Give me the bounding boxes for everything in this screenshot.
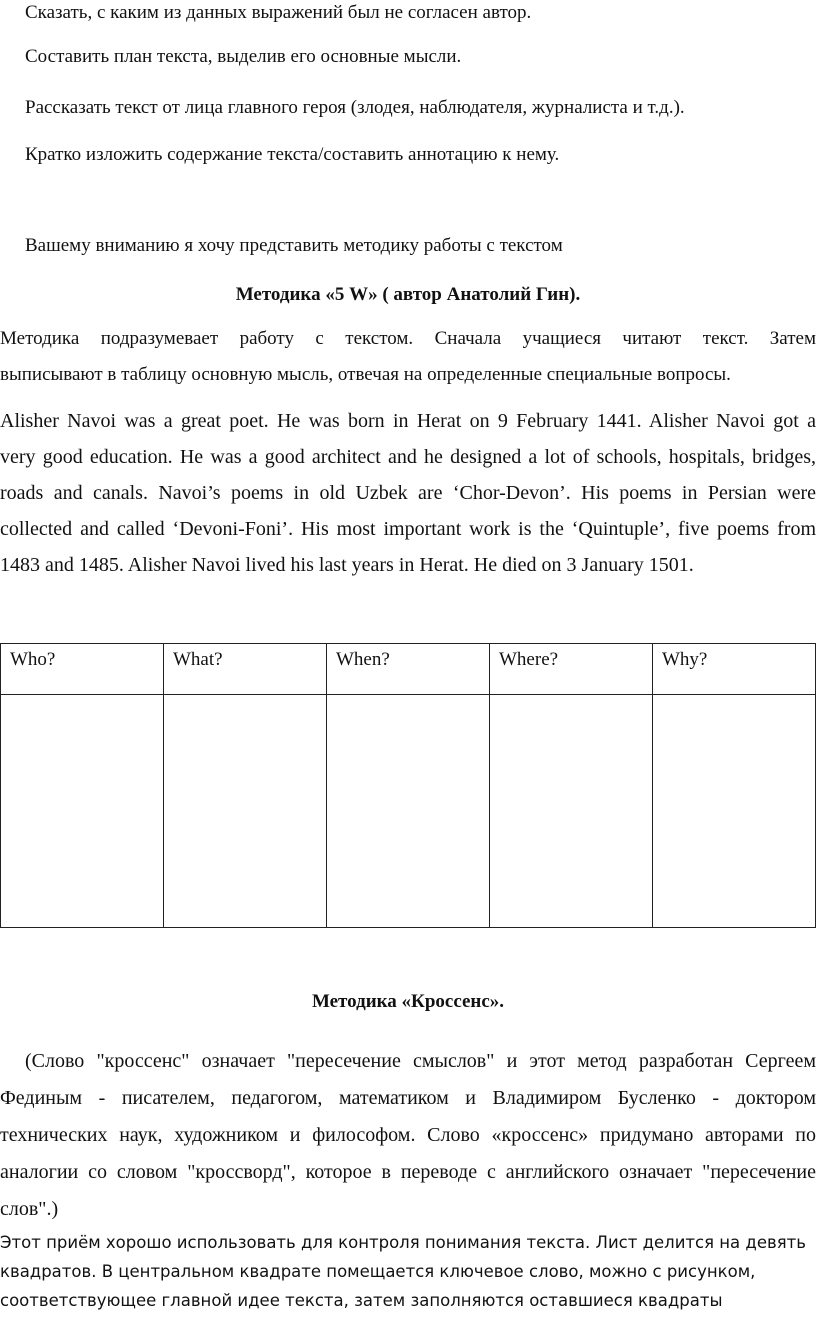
intro-item-4: Кратко изложить содержание текста/составить аннотацию к нему. bbox=[25, 144, 560, 165]
usage-line-1: Этот приём хорошо использовать для контроля понимания текста. Лист делится на девять bbox=[0, 1233, 806, 1252]
answer-cell-who bbox=[1, 695, 164, 928]
presentation-line: Вашему вниманию я хочу представить методику работы с текстом bbox=[25, 235, 563, 256]
method2-description-line-2: Фединым - писателем, педагогом, математиком и Владимиром Бусленко - доктором bbox=[0, 1087, 816, 1109]
method1-description-line-1: Методика подразумевает работу с текстом. Сначала учащиеся читают текст. Затем bbox=[0, 328, 816, 349]
method2-description-line-1: (Слово "кроссенс" означает "пересечение смыслов" и этот метод разработан Сергеем bbox=[25, 1050, 816, 1072]
method1-description-line-2: выписывают в таблицу основную мысль, отвечая на определенные специальные вопросы. bbox=[0, 364, 731, 385]
intro-item-1: Сказать, с каким из данных выражений был не согласен автор. bbox=[25, 2, 532, 23]
header-where: Where? bbox=[490, 644, 653, 695]
sample-text-line-4: collected and called ‘Devoni-Foni’. His most important work is the ‘Quintuple’, five poems from bbox=[0, 518, 816, 540]
answer-cell-what bbox=[164, 695, 327, 928]
intro-item-2: Составить план текста, выделив его основные мысли. bbox=[25, 46, 462, 67]
header-when: When? bbox=[327, 644, 490, 695]
method2-description-line-4: аналогии со словом "кроссворд", которое в переводе с английского означает "пересечение bbox=[0, 1161, 816, 1183]
method2-title: Методика «Кроссенс». bbox=[311, 991, 505, 1012]
header-who: Who? bbox=[1, 644, 164, 695]
five-w-table-header-row bbox=[1, 644, 816, 695]
sample-text-line-1: Alisher Navoi was a great poet. He was born in Herat on 9 February 1441. Alisher Navoi got a bbox=[0, 410, 816, 432]
intro-item-3: Рассказать текст от лица главного героя (злодея, наблюдателя, журналиста и т.д.). bbox=[25, 97, 685, 118]
method1-title: Методика «5 W» ( автор Анатолий Гин). bbox=[235, 284, 581, 305]
method2-description-line-5: слов".) bbox=[0, 1198, 59, 1220]
answer-cell-when bbox=[327, 695, 490, 928]
sample-text-line-2: very good education. He was a good architect and he designed a lot of schools, hospitals, bridges, bbox=[0, 446, 816, 468]
sample-text-line-3: roads and canals. Navoi’s poems in old Uzbek are ‘Chor-Devon’. His poems in Persian were bbox=[0, 482, 816, 504]
usage-line-3: соответствующее главной идее текста, затем заполняются оставшиеся квадраты bbox=[0, 1291, 723, 1310]
answer-cell-where bbox=[490, 695, 653, 928]
header-what: What? bbox=[164, 644, 327, 695]
five-w-table bbox=[0, 643, 816, 928]
method2-description-line-3: технических наук, художником и философом. Слово «кроссенс» придумано авторами по bbox=[0, 1124, 816, 1146]
header-why: Why? bbox=[653, 644, 816, 695]
sample-text-line-5: 1483 and 1485. Alisher Navoi lived his last years in Herat. He died on 3 January 1501. bbox=[0, 554, 694, 576]
answer-cell-why bbox=[653, 695, 816, 928]
usage-line-2: квадратов. В центральном квадрате помещается ключевое слово, можно с рисунком, bbox=[0, 1262, 756, 1281]
five-w-table-answer-row bbox=[1, 695, 816, 928]
